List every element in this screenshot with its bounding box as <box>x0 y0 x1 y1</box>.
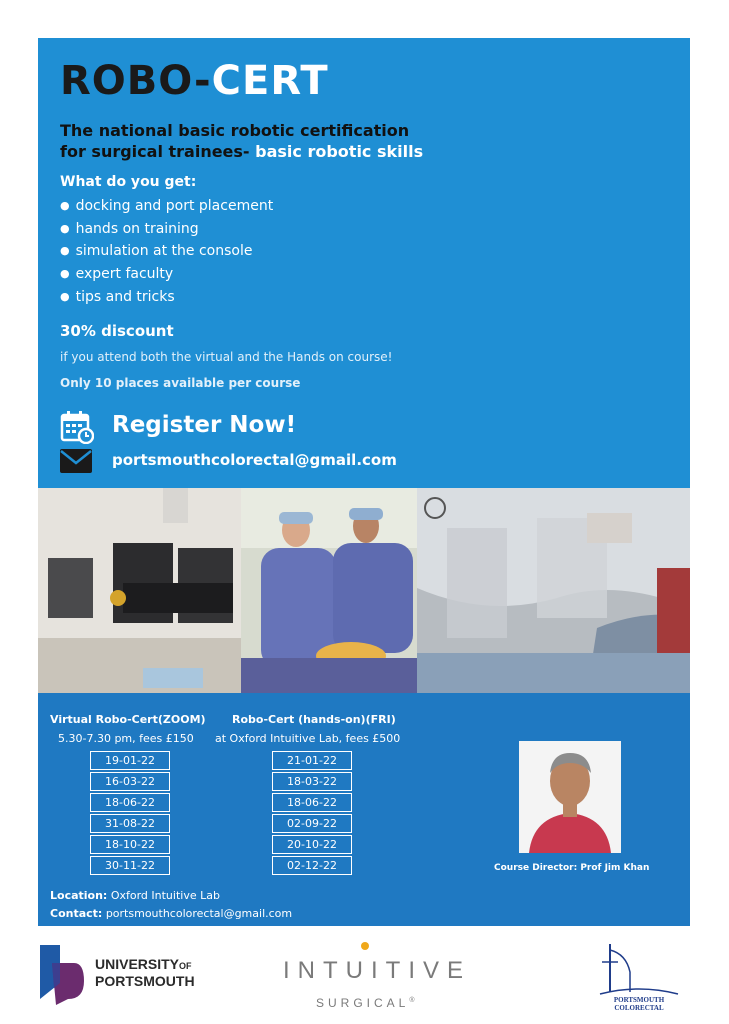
robot-console-photo <box>38 488 241 693</box>
benefit-item: ● docking and port placement <box>60 195 273 218</box>
date-cell: 18-06-22 <box>272 793 352 812</box>
mail-icon <box>60 448 92 474</box>
benefits-list <box>60 195 273 308</box>
virtual-dates <box>90 751 170 877</box>
uop-line-2: PORTSMOUTH <box>95 973 195 989</box>
benefits-heading: What do you get: <box>60 174 197 190</box>
surgical-text: SURGICAL <box>316 996 410 1010</box>
discount-condition: if you attend both the virtual and the Hands on course! <box>60 350 393 364</box>
title-dash: - <box>194 58 212 104</box>
register-email[interactable]: portsmouthcolorectal@gmail.com <box>112 451 397 469</box>
contact-label: Contact: <box>50 907 103 920</box>
calendar-icon <box>60 410 94 444</box>
surgical-wordmark <box>316 996 415 1010</box>
schedule-panel <box>38 693 690 926</box>
contact-line <box>50 907 292 920</box>
location-value: Oxford Intuitive Lab <box>107 889 220 902</box>
photo-strip <box>38 488 690 693</box>
date-cell: 30-11-22 <box>90 856 170 875</box>
benefit-item: ● expert faculty <box>60 263 273 286</box>
benefit-item: ● tips and tricks <box>60 286 273 309</box>
date-cell: 02-12-22 <box>272 856 352 875</box>
uop-of: OF <box>179 961 192 971</box>
director-caption: Course Director: Prof Jim Khan <box>494 863 650 873</box>
director-portrait <box>519 741 621 853</box>
date-cell: 20-10-22 <box>272 835 352 854</box>
subtitle-line-2b: basic robotic skills <box>249 142 424 161</box>
date-cell: 16-03-22 <box>90 772 170 791</box>
uop-wordmark <box>95 957 195 989</box>
benefit-item: ● hands on training <box>60 218 273 241</box>
location-line <box>50 889 220 902</box>
contact-value[interactable]: portsmouthcolorectal@gmail.com <box>102 907 293 920</box>
subtitle-line-2 <box>60 141 423 162</box>
registered-mark: ® <box>409 997 415 1004</box>
virtual-course-title: Virtual Robo-Cert(ZOOM) <box>50 713 206 726</box>
date-cell: 18-10-22 <box>90 835 170 854</box>
register-now: Register Now! <box>112 412 297 438</box>
hands-on-dates <box>272 751 352 877</box>
pc-wordmark <box>596 996 682 1012</box>
places-note: Only 10 places available per course <box>60 376 301 390</box>
page-title <box>60 58 329 104</box>
hands-on-course-title: Robo-Cert (hands-on)(FRI) <box>232 713 396 726</box>
uop-line-1 <box>95 957 195 974</box>
uop-university: UNIVERSITY <box>95 956 180 972</box>
date-cell: 18-03-22 <box>272 772 352 791</box>
pc-line-2: COLORECTAL <box>614 1004 664 1012</box>
title-cert: CERT <box>211 58 329 104</box>
date-cell: 31-08-22 <box>90 814 170 833</box>
intuitive-wordmark: INTUITIVE <box>283 957 472 984</box>
location-label: Location: <box>50 889 108 902</box>
pc-line-1: PORTSMOUTH <box>613 996 665 1004</box>
date-cell: 21-01-22 <box>272 751 352 770</box>
hero-panel <box>38 38 690 488</box>
subtitle-line-2a: for surgical trainees- <box>60 142 250 161</box>
subtitle <box>60 120 423 162</box>
discount-heading: 30% discount <box>60 322 174 340</box>
surgeons-photo <box>241 488 417 693</box>
title-robo: ROBO <box>60 58 195 104</box>
intuitive-dot <box>361 942 369 950</box>
benefit-item: ● simulation at the console <box>60 240 273 263</box>
date-cell: 18-06-22 <box>90 793 170 812</box>
subtitle-line-1: The national basic robotic certification <box>60 121 410 140</box>
robot-draped-photo <box>417 488 690 693</box>
date-cell: 19-01-22 <box>90 751 170 770</box>
hands-on-course-details: at Oxford Intuitive Lab, fees £500 <box>215 732 401 745</box>
date-cell: 02-09-22 <box>272 814 352 833</box>
virtual-course-details: 5.30-7.30 pm, fees £150 <box>58 732 194 745</box>
